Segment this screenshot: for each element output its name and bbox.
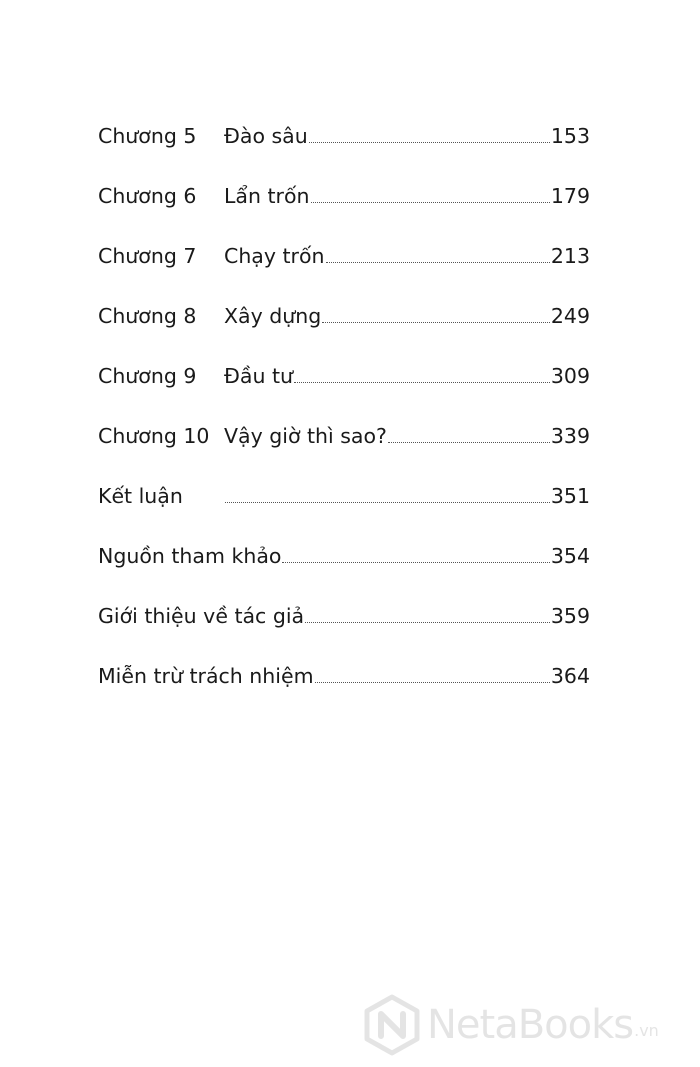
toc-entry-page: 179	[550, 183, 590, 208]
toc-entry-disclaimer[interactable]	[98, 626, 590, 686]
table-of-contents	[98, 108, 590, 686]
toc-entry-page: 354	[550, 543, 590, 568]
toc-entry-page: 153	[550, 123, 590, 148]
toc-leader-dots	[315, 682, 550, 683]
toc-leader-dots	[294, 382, 550, 383]
netabooks-watermark	[363, 990, 693, 1060]
toc-entry-page: 351	[550, 483, 590, 508]
toc-entry-label: Chương 6	[98, 183, 197, 208]
toc-entry-label: Kết luận	[98, 483, 183, 508]
toc-leader-dots	[282, 562, 549, 563]
toc-entry-title: Vậy giờ thì sao?	[224, 423, 387, 448]
toc-entry-chapter-6[interactable]	[98, 146, 590, 206]
toc-entry-title: Đào sâu	[224, 123, 308, 148]
toc-entry-chapter-7[interactable]	[98, 206, 590, 266]
toc-entry-label: Chương 10	[98, 423, 210, 448]
toc-entry-label: Chương 7	[98, 243, 197, 268]
toc-entry-page: 339	[550, 423, 590, 448]
toc-leader-dots	[388, 442, 550, 443]
toc-entry-page: 309	[550, 363, 590, 388]
toc-entry-label: Chương 5	[98, 123, 197, 148]
toc-leader-dots	[311, 202, 550, 203]
toc-leader-dots	[322, 322, 550, 323]
toc-entry-page: 359	[550, 603, 590, 628]
toc-entry-page: 249	[550, 303, 590, 328]
toc-entry-title: Chạy trốn	[224, 243, 325, 268]
toc-entry-references[interactable]	[98, 506, 590, 566]
netabooks-logo-icon	[363, 994, 421, 1056]
toc-entry-title: Đầu tư	[224, 363, 293, 388]
toc-entry-label: Chương 8	[98, 303, 197, 328]
watermark-brand: NetaBooks	[427, 1002, 634, 1048]
watermark-suffix: .vn	[634, 1021, 659, 1040]
toc-entry-chapter-9[interactable]	[98, 326, 590, 386]
toc-leader-dots	[225, 502, 550, 503]
toc-entry-chapter-8[interactable]	[98, 266, 590, 326]
toc-entry-label: Chương 9	[98, 363, 197, 388]
toc-entry-title: Miễn trừ trách nhiệm	[98, 663, 314, 688]
toc-entry-chapter-10[interactable]	[98, 386, 590, 446]
toc-entry-page: 213	[550, 243, 590, 268]
toc-entry-conclusion[interactable]	[98, 446, 590, 506]
toc-entry-chapter-5[interactable]	[98, 108, 590, 146]
toc-entry-title: Xây dựng	[224, 303, 322, 328]
toc-entry-title: Nguồn tham khảo	[98, 543, 282, 568]
toc-leader-dots	[309, 142, 550, 143]
toc-entry-title: Lẩn trốn	[224, 183, 310, 208]
toc-leader-dots	[305, 622, 550, 623]
toc-entry-title: Giới thiệu về tác giả	[98, 603, 305, 628]
toc-leader-dots	[326, 262, 550, 263]
toc-entry-page: 364	[550, 663, 590, 688]
toc-entry-about-author[interactable]	[98, 566, 590, 626]
